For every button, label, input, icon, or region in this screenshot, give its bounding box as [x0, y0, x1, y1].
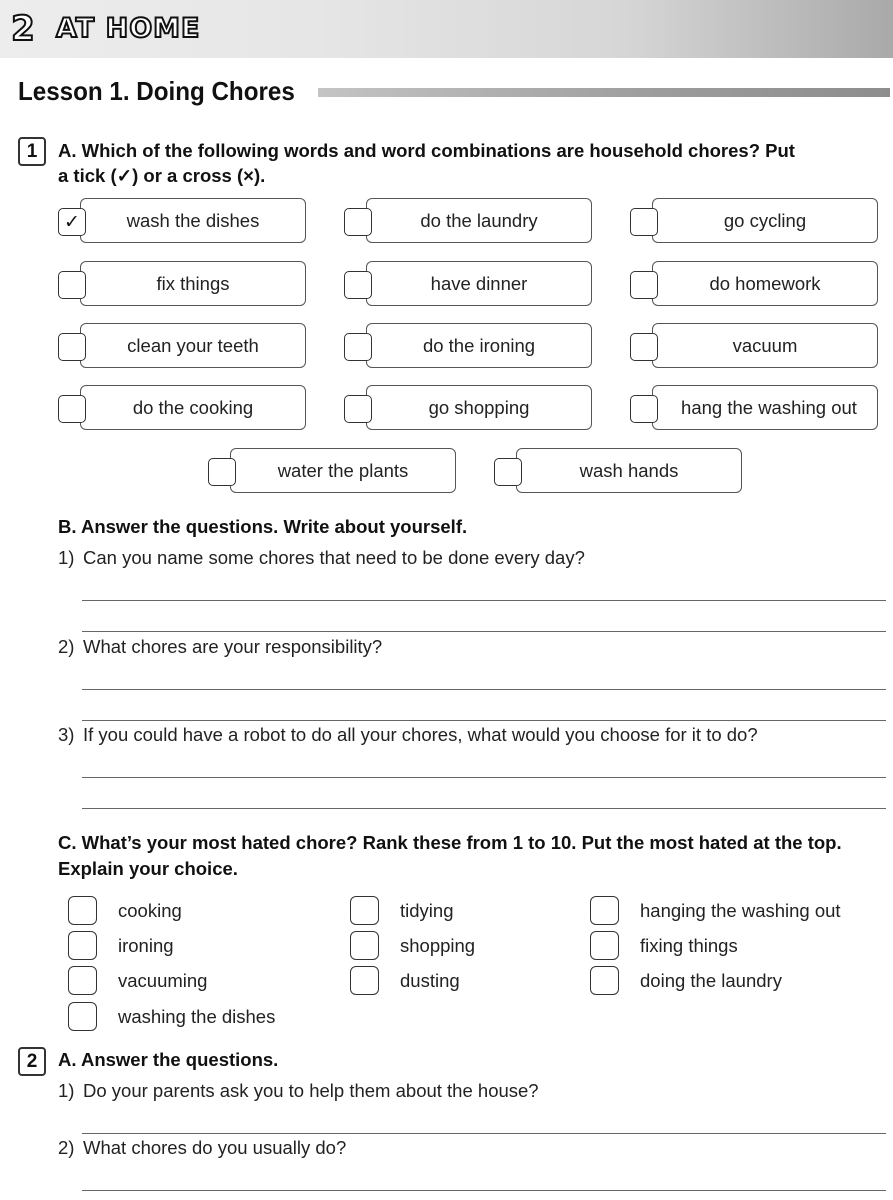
chore-checkbox[interactable]	[630, 271, 658, 299]
rank-item-label: doing the laundry	[640, 970, 782, 991]
chore-checkbox[interactable]	[58, 333, 86, 361]
unit-number: 2	[11, 9, 35, 49]
question-text: What chores are your responsibility?	[83, 636, 383, 657]
chore-checkbox[interactable]	[58, 271, 86, 299]
answer-line[interactable]	[82, 777, 886, 778]
rank-box[interactable]	[68, 1002, 97, 1031]
chore-card: go shopping	[366, 385, 592, 430]
answer-line[interactable]	[82, 1133, 886, 1134]
rank-box[interactable]	[590, 931, 619, 960]
answer-line[interactable]	[82, 631, 886, 632]
chore-checkbox[interactable]	[344, 271, 372, 299]
question-text: What chores do you usually do?	[83, 1137, 347, 1158]
question-text: If you could have a robot to do all your chores, what would you choose for it to do?	[83, 724, 758, 745]
task1-a-instruction-line2: a tick (✓) or a cross (×).	[58, 165, 266, 186]
chore-card: do the ironing	[366, 323, 592, 368]
chore-checkbox[interactable]	[344, 395, 372, 423]
chore-checkbox[interactable]	[58, 395, 86, 423]
task-number-2: 2	[18, 1047, 46, 1076]
question-number: 3)	[58, 724, 75, 745]
chore-card: have dinner	[366, 261, 592, 306]
rank-box[interactable]	[68, 896, 97, 925]
chore-checkbox[interactable]: ✓	[58, 208, 86, 236]
chore-card: water the plants	[230, 448, 456, 493]
chore-checkbox[interactable]	[630, 208, 658, 236]
rank-box[interactable]	[68, 931, 97, 960]
answer-line[interactable]	[82, 689, 886, 690]
task2-a-title: A. Answer the questions.	[58, 1049, 279, 1070]
answer-line[interactable]	[82, 720, 886, 721]
answer-line[interactable]	[82, 808, 886, 809]
rank-item-label: ironing	[118, 935, 174, 956]
rank-item-label: shopping	[400, 935, 476, 956]
chore-card: wash the dishes	[80, 198, 306, 243]
unit-title: AT HOME	[56, 13, 201, 44]
rank-item-label: hanging the washing out	[640, 900, 841, 921]
chore-card: wash hands	[516, 448, 742, 493]
chore-card: do the laundry	[366, 198, 592, 243]
chore-card: fix things	[80, 261, 306, 306]
chore-card: vacuum	[652, 323, 878, 368]
rank-box[interactable]	[350, 966, 379, 995]
task1-c-title-line2: Explain your choice.	[58, 858, 238, 879]
task1-b-title: B. Answer the questions. Write about yourself.	[58, 516, 468, 537]
question-number: 1)	[58, 547, 75, 568]
chore-checkbox[interactable]	[208, 458, 236, 486]
rank-item-label: vacuuming	[118, 970, 208, 991]
chore-checkbox[interactable]	[344, 208, 372, 236]
rank-item-label: tidying	[400, 900, 454, 921]
task-number-1: 1	[18, 137, 46, 166]
rank-box[interactable]	[590, 966, 619, 995]
rank-item-label: dusting	[400, 970, 460, 991]
lesson-title-bar	[318, 88, 890, 97]
chore-checkbox[interactable]	[494, 458, 522, 486]
rank-item-label: washing the dishes	[118, 1006, 276, 1027]
lesson-title: Lesson 1. Doing Chores	[18, 76, 295, 106]
task1-a-instruction-line1: A. Which of the following words and word combinations are household chores? Put	[58, 140, 795, 161]
rank-box[interactable]	[68, 966, 97, 995]
rank-box[interactable]	[590, 896, 619, 925]
question-number: 2)	[58, 1137, 75, 1158]
chore-card: do homework	[652, 261, 878, 306]
rank-item-label: fixing things	[640, 935, 738, 956]
rank-box[interactable]	[350, 896, 379, 925]
answer-line[interactable]	[82, 600, 886, 601]
chore-checkbox[interactable]	[630, 395, 658, 423]
task1-c-title-line1: C. What’s your most hated chore? Rank these from 1 to 10. Put the most hated at the top.	[58, 832, 842, 853]
chore-card: clean your teeth	[80, 323, 306, 368]
chore-card: go cycling	[652, 198, 878, 243]
rank-box[interactable]	[350, 931, 379, 960]
question-number: 1)	[58, 1080, 75, 1101]
rank-item-label: cooking	[118, 900, 182, 921]
question-text: Do your parents ask you to help them about the house?	[83, 1080, 539, 1101]
chore-card: hang the washing out	[652, 385, 878, 430]
question-number: 2)	[58, 636, 75, 657]
chore-card: do the cooking	[80, 385, 306, 430]
question-text: Can you name some chores that need to be done every day?	[83, 547, 585, 568]
chore-checkbox[interactable]	[344, 333, 372, 361]
chore-checkbox[interactable]	[630, 333, 658, 361]
unit-banner	[0, 0, 893, 58]
answer-line[interactable]	[82, 1190, 886, 1191]
